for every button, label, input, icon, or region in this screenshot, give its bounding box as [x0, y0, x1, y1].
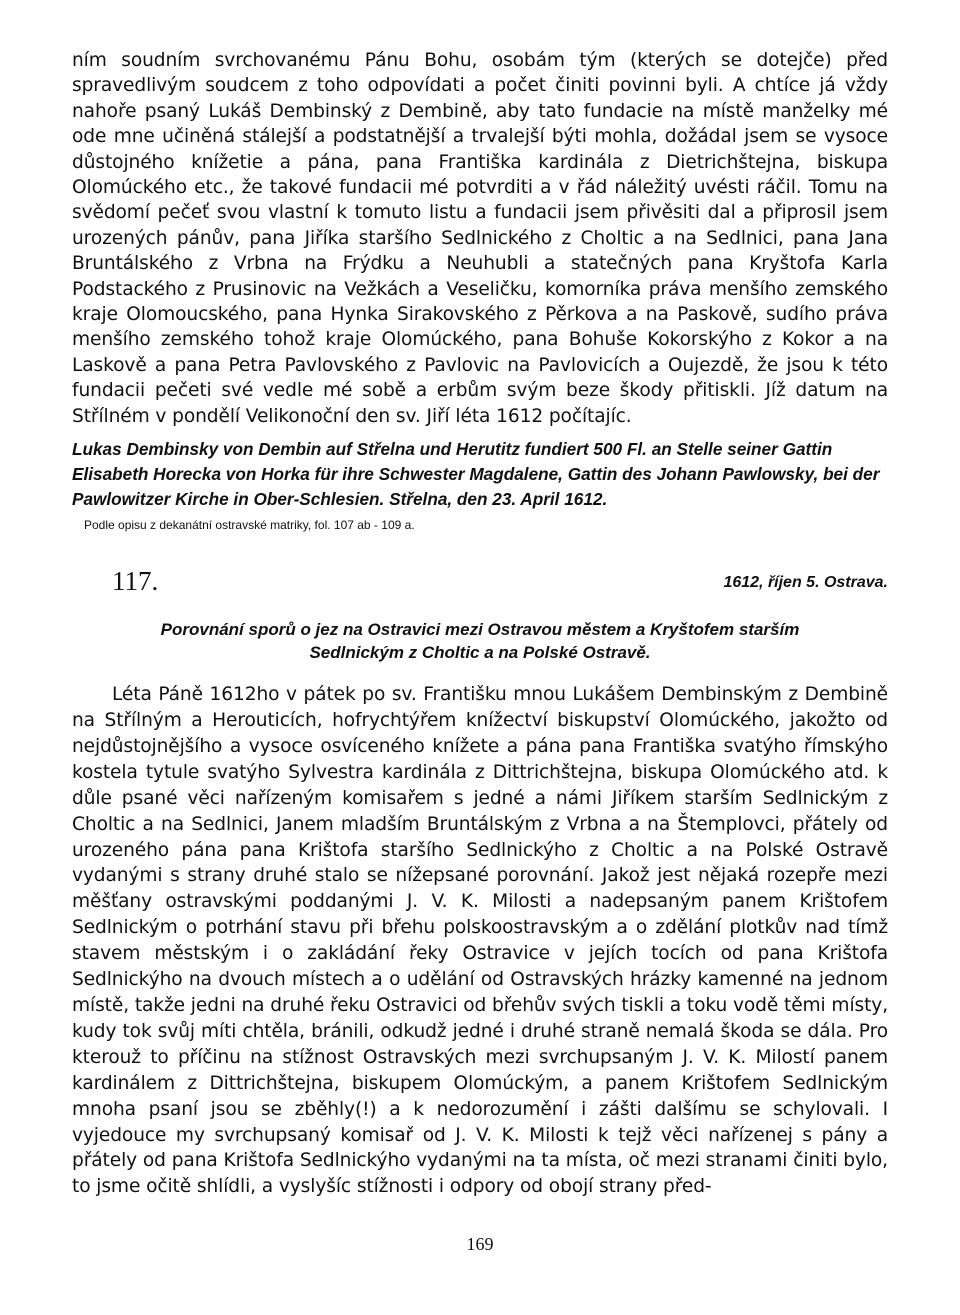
paragraph-charter-end: ním soudním svrchovanému Pánu Bohu, osobám tým (kterých se dotejče) před spravedlivým soudcem z toho odpovídati a počet činiti povinni byli. A chtíce já vždy nahoře psaný Lukáš Dembinský z Dembině, aby tato fundacie na místě manželky mé ode mne učiněná stálejší a podstatnější a trvalejší býti mohla, dožádal jsem se vysoce důstojného knížetie a pána, pana Františka kardinála z Dietrichštejna, biskupa Olomúckého etc., že takové fundacii mé potvrditi a v řád náležitý uvésti ráčil. Tomu na svědomí pečeť svou vlastní k tomuto listu a fundacii jsem přivěsiti dal a připrosil jsem urozených pánův, pana Jiříka staršího Sedlnického z Choltic a na Sedlnici, pana Jana Bruntálského z Vrbna na Frýdku a Neuhubli a statečných pana Kryštofa Karla Podstackého z Prusinovic na Vežkách a Veseličku, komorníka práva menšího zemského kraje Olomoucského, pana Hynka Sirakovského z Pěrkova a na Paskově, sudího práva menšího zemského tohož kraje Olomúckého, pana Bohuše Kokorskýho z Kokor a na Laskově a pana Petra Pavlovského z Pavlovic na Pavlovicích a Oujezdě, že jsou k této fundacii pečeti své vedle mé sobě a erbům svým beze škody přitiskli. Jíž datum na Střílném v pondělí Velikonoční den sv. Jiří léta 1612 počítajíc. — [72, 50, 888, 427]
entry-date-place: 1612, říjen 5. Ostrava. — [723, 574, 888, 592]
source-note: Podle opisu z dekanátní ostravské matriky, fol. 107 ab - 109 a. — [84, 518, 415, 533]
german-regest: Lukas Dembinsky von Dembin auf Střelna und Herutitz fundiert 500 Fl. an Stelle seiner Gattin Elisabeth Horecka von Horka für ihre Schwester Magdalene, Gattin des Johann Pawlowsky, bei der Pawlowitzer Kirche in Ober-Schlesien. Střelna, den 23. April 1612. — [72, 439, 880, 510]
entry-title: Porovnání sporů o jez na Ostravici mezi Ostravou městem a Kryštofem starším Sedlnickým z Choltic a na Polské Ostravě. — [160, 620, 800, 663]
entry-number: 117. — [112, 566, 159, 597]
entry-header — [72, 566, 888, 618]
page-number: 169 — [466, 1234, 494, 1254]
entry-body: Léta Páně 1612ho v pátek po sv. Františku mnou Lukášem Dembinským z Dembině na Střílným a Herouticích, hofrychtýřem knížectví biskupství Olomúckého, jakožto od nejdůstojnějšího a vysoce osvíceného knížete a pána pana Františka svatýho římskýho kostela tytule svatýho Sylvestra kardinála z Dittrichštejna, biskupa Olomúckého atd. k důle psané věci nařízeným komisařem s jedné a námi Jiříkem starším Sedlnickým z Choltic a na Sedlnici, Janem mladším Bruntálským z Vrbna a na Štemplovci, přátely od urozeného pána pana Krištofa staršího Sedlnickýho z Choltic a na Polské Ostravě vydanými s strany druhé stalo se nížepsané porovnání. Jakož jest nějaká rozepře mezi měšťany ostravskými poddanými J. V. K. Milosti a nadepsaným panem Krištofem Sedlnickým o potrhání stavu při břehu polskoostravským a o zdělání plotkův nad tímž stavem městským i o zakládání řeky Ostravice v jejích tocích od pana Krištofa Sedlnickýho na dvouch místech a o udělání od Ostravských hrázky kamenné na jednom místě, takže jedni na druhé řeku Ostravici od břehův svých tiskli a toku vodě těmi místy, kudy tok svůj míti chtěla, bránili, odkudž jedné i druhé straně nemalá škoda se dála. Pro kterouž to příčinu na stížnost Ostravských mezi svrchupsaným J. V. K. Milostí panem kardinálem z Dittrichštejna, biskupem Olomúckým, a panem Krištofem Sedlnickým mnoha psaní jsou se zběhly(!) a k nedorozumění i zášti dalšímu se schylovali. I vyjedouce my svrchupsaný komisař od J. V. K. Milosti k tejž věci nařízenej s pány a přátely od pana Krištofa Sedlnickýho vydanými na ta místa, oč mezi stranami činiti bylo, to jsme očitě shlídli, a vyslyšíc stížnosti i odpory od obojí strany před- — [72, 684, 888, 1198]
document-page — [72, 48, 888, 1200]
